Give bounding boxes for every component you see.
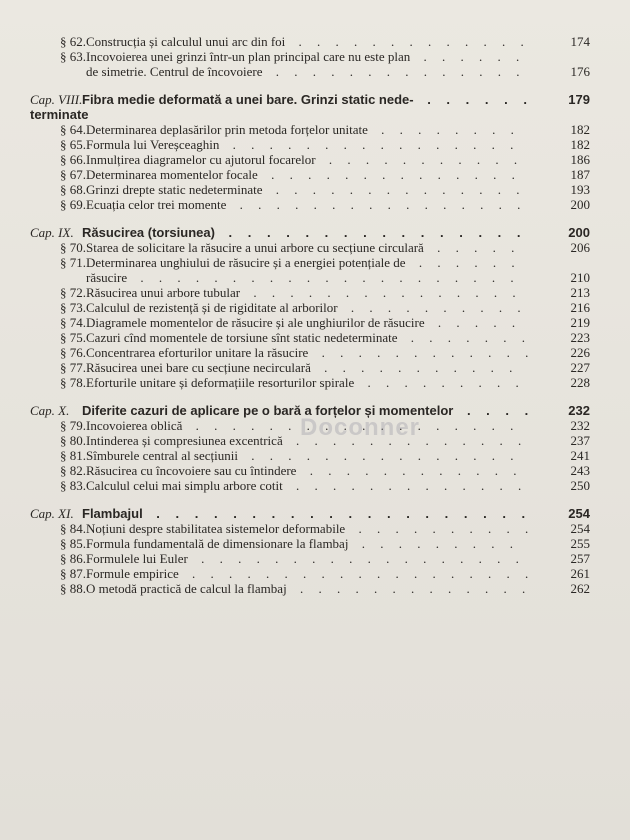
toc-row — [30, 240, 590, 255]
chapter-label: Cap. IX. — [30, 225, 74, 240]
toc-chapter-row — [30, 92, 590, 107]
chapter-label: Cap. VIII. — [30, 92, 83, 107]
section-title: O metodă practică de calcul la flambaj . . . — [86, 581, 528, 596]
toc-row — [30, 566, 590, 581]
section-title: Eforturile unitare și deformațiile resorturilor spirale . . . — [86, 375, 528, 390]
page-number: 206 — [570, 240, 590, 255]
chapter-title: Fibra medie deformată a unei bare. Grinzi static nede- . . . — [82, 92, 528, 107]
section-title: Răsucirea unui arbore tubular . . . — [86, 285, 528, 300]
title-continuation: terminate — [30, 107, 89, 122]
page-number: 250 — [570, 478, 590, 493]
section-number: § 73. — [60, 300, 86, 315]
section-number: § 70. — [60, 240, 86, 255]
chapter-title: Flambajul . . . — [82, 506, 528, 521]
section-number: § 64. — [60, 122, 86, 137]
page-number: 193 — [570, 182, 590, 197]
page-number: 254 — [570, 521, 590, 536]
toc-row — [30, 375, 590, 390]
toc-chapter-row — [30, 225, 590, 240]
section-title: Noțiuni despre stabilitatea sistemelor deformabile . . . — [86, 521, 528, 536]
section-number: § 63. — [60, 49, 86, 64]
section-number: § 67. — [60, 167, 86, 182]
chapter-label: Cap. X. — [30, 403, 70, 418]
toc-row — [30, 122, 590, 137]
page-number: 219 — [570, 315, 590, 330]
section-number: § 71. — [60, 255, 86, 270]
toc-row — [30, 463, 590, 478]
section-title: Cazuri cînd momentele de torsiune sînt static nedeterminate . . . — [86, 330, 528, 345]
section-number: § 85. — [60, 536, 86, 551]
title-continuation: răsucire . . . — [86, 270, 528, 285]
section-number: § 74. — [60, 315, 86, 330]
page-number: 179 — [568, 92, 590, 107]
section-title: Concentrarea eforturilor unitare la răsucire . . . — [86, 345, 528, 360]
page-number: 227 — [570, 360, 590, 375]
section-title: Diagramele momentelor de răsucire și ale unghiurilor de răsucire . . . — [86, 315, 528, 330]
section-number: § 77. — [60, 360, 86, 375]
page-number: 186 — [570, 152, 590, 167]
title-continuation: de simetrie. Centrul de încovoiere . . . — [86, 64, 528, 79]
section-title: Grinzi drepte static nedeterminate . . . — [86, 182, 528, 197]
section-number: § 69. — [60, 197, 86, 212]
page-number: 255 — [570, 536, 590, 551]
section-title: Incovoierea unei grinzi într-un plan principal care nu este plan . . . — [86, 49, 528, 64]
toc-row — [30, 137, 590, 152]
page-number: 213 — [570, 285, 590, 300]
page-number: 216 — [570, 300, 590, 315]
section-title: Incovoierea oblică . . . — [86, 418, 528, 433]
section-title: Construcția și calculul unui arc din foi . . . — [86, 34, 528, 49]
page-number: 210 — [570, 270, 590, 285]
toc-continuation-row — [30, 107, 590, 122]
watermark: Doconner — [300, 414, 421, 441]
section-title: Intinderea și compresiunea excentrică . . . — [86, 433, 528, 448]
section-number: § 81. — [60, 448, 86, 463]
toc-row — [30, 581, 590, 596]
toc-row — [30, 152, 590, 167]
section-title: Sîmburele central al secțiunii . . . — [86, 448, 528, 463]
section-number: § 66. — [60, 152, 86, 167]
section-number: § 65. — [60, 137, 86, 152]
page-number: 243 — [570, 463, 590, 478]
page-number: 254 — [568, 506, 590, 521]
section-number: § 68. — [60, 182, 86, 197]
section-title: Formulele lui Euler . . . — [86, 551, 528, 566]
toc-row — [30, 300, 590, 315]
section-number: § 84. — [60, 521, 86, 536]
page-number: 262 — [570, 581, 590, 596]
toc-row — [30, 330, 590, 345]
page-number: 200 — [568, 225, 590, 240]
toc-row — [30, 521, 590, 536]
section-title: Calculul de rezistență și de rigiditate al arborilor . . . — [86, 300, 528, 315]
page-number: 257 — [570, 551, 590, 566]
page-number: 187 — [570, 167, 590, 182]
toc-row — [30, 255, 590, 270]
toc-row — [30, 182, 590, 197]
page-number: 232 — [570, 418, 590, 433]
section-number: § 88. — [60, 581, 86, 596]
section-title: Determinarea unghiului de răsucire și a energiei potențiale de . . . — [86, 255, 528, 270]
chapter-label: Cap. XI. — [30, 506, 74, 521]
section-number: § 82. — [60, 463, 86, 478]
page-number: 237 — [570, 433, 590, 448]
section-title: Determinarea deplasărilor prin metoda forțelor unitate . . . — [86, 122, 528, 137]
toc-row — [30, 285, 590, 300]
section-number: § 80. — [60, 433, 86, 448]
toc-continuation-row — [30, 64, 590, 79]
section-number: § 79. — [60, 418, 86, 433]
section-number: § 75. — [60, 330, 86, 345]
toc-row — [30, 360, 590, 375]
page-number: 200 — [570, 197, 590, 212]
section-title: Ecuația celor trei momente . . . — [86, 197, 528, 212]
toc-row — [30, 345, 590, 360]
section-number: § 62. — [60, 34, 86, 49]
toc-row — [30, 551, 590, 566]
section-title: Răsucirea cu încovoiere sau cu întindere . . . — [86, 463, 528, 478]
toc-continuation-row — [30, 270, 590, 285]
toc-row — [30, 478, 590, 493]
page-number: 182 — [570, 122, 590, 137]
toc-row — [30, 197, 590, 212]
page-number: 223 — [570, 330, 590, 345]
section-title: Calculul celui mai simplu arbore cotit . . . — [86, 478, 528, 493]
section-number: § 87. — [60, 566, 86, 581]
section-number: § 72. — [60, 285, 86, 300]
toc-row — [30, 34, 590, 49]
section-title: Inmulțirea diagramelor cu ajutorul focarelor . . . — [86, 152, 528, 167]
toc-row — [30, 167, 590, 182]
section-title: Formula lui Vereșceaghin . . . — [86, 137, 528, 152]
page-number: 176 — [570, 64, 590, 79]
toc-row — [30, 315, 590, 330]
section-title: Determinarea momentelor focale . . . — [86, 167, 528, 182]
chapter-title: Răsucirea (torsiunea) . . . — [82, 225, 528, 240]
toc-row — [30, 448, 590, 463]
toc-row — [30, 49, 590, 64]
toc-chapter-row — [30, 506, 590, 521]
page-number: 261 — [570, 566, 590, 581]
page-number: 228 — [570, 375, 590, 390]
section-title: Formule empirice . . . — [86, 566, 528, 581]
page-number: 174 — [570, 34, 590, 49]
section-number: § 83. — [60, 478, 86, 493]
toc-row — [30, 536, 590, 551]
section-title: Răsucirea unei bare cu secțiune necirculară . . . — [86, 360, 528, 375]
chapter-title: Diferite cazuri de aplicare pe o bară a forțelor și momentelor . . . — [82, 403, 528, 418]
page-number: 232 — [568, 403, 590, 418]
section-number: § 78. — [60, 375, 86, 390]
page-number: 226 — [570, 345, 590, 360]
section-number: § 86. — [60, 551, 86, 566]
section-title: Starea de solicitare la răsucire a unui arbore cu secțiune circulară . . . — [86, 240, 528, 255]
section-title: Formula fundamentală de dimensionare la flambaj . . . — [86, 536, 528, 551]
table-of-contents — [30, 34, 590, 596]
page-number: 241 — [570, 448, 590, 463]
section-number: § 76. — [60, 345, 86, 360]
page-number: 182 — [570, 137, 590, 152]
